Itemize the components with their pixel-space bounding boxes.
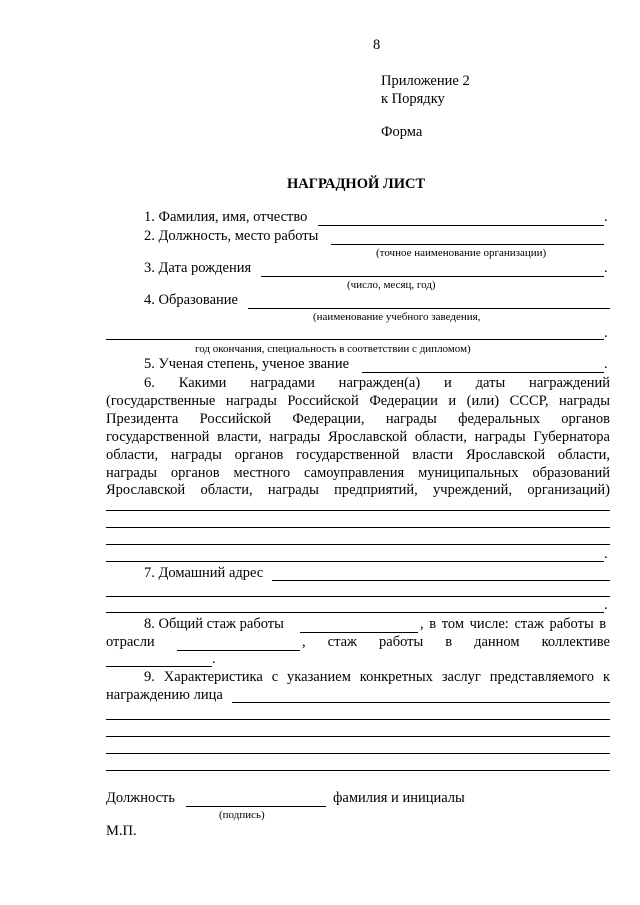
address-line-1[interactable]: [272, 580, 610, 581]
document-title: НАГРАДНОЙ ЛИСТ: [287, 176, 426, 192]
degree-line[interactable]: [362, 372, 604, 373]
awards-answer-line-3[interactable]: [106, 544, 610, 545]
experience-industry-label: отрасли: [106, 634, 155, 650]
experience-industry-line[interactable]: [177, 650, 300, 651]
education-label: 4. Образование: [144, 292, 238, 308]
awards-line-2: (государственные награды Российской Федерации и (или) СССР, награды: [106, 393, 610, 409]
fio-line[interactable]: [318, 225, 604, 226]
education-hint-2: год окончания, специальность в соответствии с дипломом): [195, 343, 471, 355]
experience-label-b: , в том числе: стаж работы в: [420, 616, 607, 632]
appendix-line-1: Приложение 2: [381, 73, 470, 89]
awards-answer-line-4[interactable]: [106, 561, 604, 562]
education-line-2[interactable]: [106, 339, 604, 340]
fio-label: 1. Фамилия, имя, отчество: [144, 209, 308, 225]
awards-line-5: области, награды органов государственной власти Ярославской области,: [106, 447, 610, 463]
birth-hint: (число, месяц, год): [347, 279, 436, 291]
signature-line[interactable]: [186, 806, 326, 807]
page-number: 8: [373, 37, 381, 53]
stamp-label: М.П.: [106, 823, 137, 839]
awards-answer-line-1[interactable]: [106, 510, 610, 511]
signature-hint: (подпись): [219, 809, 265, 821]
position-line[interactable]: [331, 244, 604, 245]
awards-line-1: 6. Какими наградами награжден(а) и даты награждений: [144, 375, 610, 391]
birth-period: .: [604, 260, 608, 276]
awards-line-3: Президента Российской Федерации, награды федеральных органов: [106, 411, 610, 427]
address-line-2[interactable]: [106, 596, 610, 597]
form-label: Форма: [381, 124, 423, 140]
degree-label: 5. Ученая степень, ученое звание: [144, 356, 350, 372]
birth-line[interactable]: [261, 276, 604, 277]
awards-line-4: государственной власти, награды Ярославской области, награды Губернатора: [106, 429, 610, 445]
education-hint-1: (наименование учебного заведения,: [313, 311, 481, 323]
experience-team-label: , стаж работы в данном коллективе: [302, 634, 610, 650]
experience-period: .: [212, 651, 216, 667]
position-label: 2. Должность, место работы: [144, 228, 319, 244]
education-line-1[interactable]: [248, 308, 610, 309]
characteristic-answer-line-2[interactable]: [106, 719, 610, 720]
characteristic-answer-line-3[interactable]: [106, 736, 610, 737]
awards-period: .: [604, 546, 608, 562]
address-period: .: [604, 597, 608, 613]
awards-line-7: Ярославской области, награды предприятий, учреждений, организаций): [106, 482, 610, 498]
birth-label: 3. Дата рождения: [144, 260, 252, 276]
characteristic-line-2: награждению лица: [106, 687, 223, 703]
address-label: 7. Домашний адрес: [144, 565, 264, 581]
signature-name-label: фамилия и инициалы: [333, 790, 465, 806]
awards-line-6: награды органов местного самоуправления муниципальных образований: [106, 465, 610, 481]
experience-team-line[interactable]: [106, 666, 212, 667]
experience-label: 8. Общий стаж работы: [144, 616, 284, 632]
degree-period: .: [604, 356, 608, 372]
position-hint: (точное наименование организации): [376, 247, 547, 259]
education-period: .: [604, 325, 608, 341]
appendix-line-2: к Порядку: [381, 91, 445, 107]
characteristic-answer-line-1[interactable]: [232, 702, 610, 703]
experience-total-line[interactable]: [300, 632, 418, 633]
fio-period: .: [604, 209, 608, 225]
signature-position-label: Должность: [106, 790, 175, 806]
characteristic-line-1: 9. Характеристика с указанием конкретных заслуг представляемого к: [144, 669, 610, 685]
characteristic-answer-line-5[interactable]: [106, 770, 610, 771]
characteristic-answer-line-4[interactable]: [106, 753, 610, 754]
awards-answer-line-2[interactable]: [106, 527, 610, 528]
address-line-3[interactable]: [106, 612, 604, 613]
